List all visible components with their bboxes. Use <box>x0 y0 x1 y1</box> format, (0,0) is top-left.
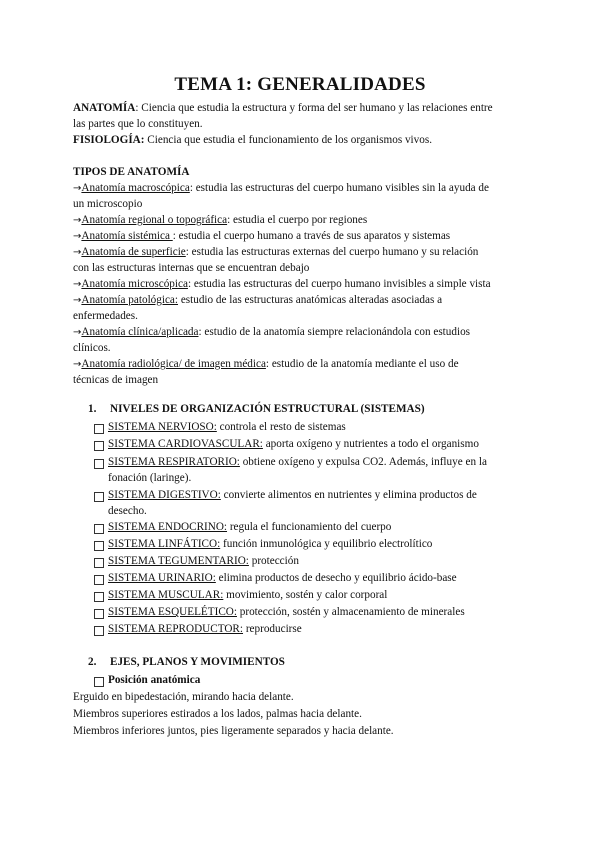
section-number: 1. <box>88 403 97 415</box>
checkbox-icon <box>94 609 104 619</box>
posicion-line: Erguido en bipedestación, mirando hacia delante. <box>73 691 294 703</box>
sistema-term: SISTEMA URINARIO: <box>108 572 216 584</box>
sistema-text: reproducirse <box>243 623 302 635</box>
sistema-text: controla el resto de sistemas <box>216 421 346 433</box>
posicion-line: Miembros superiores estirados a los lados, palmas hacia delante. <box>73 708 362 720</box>
anatomia-text: : Ciencia que estudia la estructura y forma del ser humano y las relaciones entre <box>135 102 493 114</box>
tipo-term: Anatomía patológica: <box>81 294 179 306</box>
tipo-term: Anatomía regional o topográfica <box>81 214 228 226</box>
tipo-item-cont: un microscopio <box>73 198 143 210</box>
tipo-text: : estudia el cuerpo por regiones <box>227 214 368 226</box>
tipo-text: : estudia las estructuras externas del cuerpo humano y su relación <box>185 246 479 258</box>
sistema-text: aporta oxígeno y nutrientes a todo el organismo <box>262 438 479 450</box>
tipo-term: Anatomía microscópica <box>81 278 188 290</box>
tipo-text: : estudio de la anatomía mediante el uso de <box>265 358 459 370</box>
sistema-text: movimiento, sostén y calor corporal <box>223 589 388 601</box>
tipo-item <box>73 180 489 197</box>
sistema-term: SISTEMA LINFÁTICO: <box>108 538 221 550</box>
checkbox-icon <box>94 459 104 469</box>
ejes-heading: EJES, PLANOS Y MOVIMIENTOS <box>110 656 285 668</box>
arrow-icon: → <box>73 247 82 258</box>
sistema-term: SISTEMA CARDIOVASCULAR: <box>108 438 263 450</box>
checkbox-icon <box>94 492 104 502</box>
posicion-line: Miembros inferiores juntos, pies ligeramente separados y hacia delante. <box>73 725 394 737</box>
sistema-text: obtiene oxígeno y expulsa CO2. Además, influye en la <box>239 456 487 468</box>
sistema-text: regula el funcionamiento del cuerpo <box>227 521 392 533</box>
sistema-text: elimina productos de desecho y equilibrio ácido-base <box>215 572 457 584</box>
arrow-icon: → <box>73 327 82 338</box>
tipo-text: : estudia el cuerpo humano a través de sus aparatos y sistemas <box>172 230 451 242</box>
checkbox-icon <box>94 541 104 551</box>
tipo-term: Anatomía sistémica <box>81 230 173 242</box>
sistema-item <box>108 570 457 586</box>
tipo-item <box>73 212 367 229</box>
sistema-term: SISTEMA DIGESTIVO: <box>108 489 221 501</box>
niveles-heading: NIVELES DE ORGANIZACIÓN ESTRUCTURAL (SISTEMAS) <box>110 403 425 415</box>
arrow-icon: → <box>73 295 82 306</box>
arrow-icon: → <box>73 183 82 194</box>
sistema-item-cont: desecho. <box>108 505 147 517</box>
tipo-term: Anatomía clínica/aplicada <box>81 326 199 338</box>
sistema-item <box>108 536 432 552</box>
tipo-text: : estudia las estructuras del cuerpo humano visibles sin la ayuda de <box>189 182 489 194</box>
sistema-item <box>108 621 302 637</box>
tipo-item-cont: enfermedades. <box>73 310 138 322</box>
tipo-item <box>73 356 459 373</box>
fisiologia-text: Ciencia que estudia el funcionamiento de los organismos vivos. <box>144 134 433 146</box>
checkbox-icon <box>94 575 104 585</box>
tipo-term: Anatomía macroscópica <box>81 182 190 194</box>
sistema-term: SISTEMA TEGUMENTARIO: <box>108 555 249 567</box>
tipo-item <box>73 244 478 261</box>
tipo-text: estudio de las estructuras anatómicas alteradas asociadas a <box>178 294 443 306</box>
sistema-term: SISTEMA ESQUELÉTICO: <box>108 606 237 618</box>
tipo-text: : estudia las estructuras del cuerpo humano invisibles a simple vista <box>187 278 491 290</box>
sistema-term: SISTEMA NERVIOSO: <box>108 421 217 433</box>
sistema-item <box>108 587 387 603</box>
sistema-item <box>108 487 477 503</box>
arrow-icon: → <box>73 359 82 370</box>
arrow-icon: → <box>73 215 82 226</box>
tipo-item <box>73 276 491 293</box>
sistema-text: función inmunológica y equilibrio electrolítico <box>220 538 433 550</box>
tipo-item <box>73 292 442 309</box>
page-title: TEMA 1: GENERALIDADES <box>174 74 426 95</box>
sistema-text: convierte alimentos en nutrientes y elimina productos de <box>220 489 477 501</box>
sistema-term: SISTEMA REPRODUCTOR: <box>108 623 244 635</box>
sistema-item <box>108 553 299 569</box>
checkbox-icon <box>94 441 104 451</box>
checkbox-icon <box>94 677 104 687</box>
anatomia-definition <box>73 100 493 116</box>
sistema-item <box>108 419 346 435</box>
sistema-item-cont: fonación (laringe). <box>108 472 192 484</box>
checkbox-icon <box>94 424 104 434</box>
anatomia-term: ANATOMÍA <box>73 102 136 114</box>
tipo-item-cont: con las estructuras internas que se encuentran debajo <box>73 262 310 274</box>
checkbox-icon <box>94 626 104 636</box>
tipo-item-cont: clínicos. <box>73 342 111 354</box>
tipo-item <box>73 228 450 245</box>
tipos-heading: TIPOS DE ANATOMÍA <box>73 166 190 178</box>
tipo-text: : estudio de la anatomía siempre relacionándola con estudios <box>198 326 471 338</box>
section-number: 2. <box>88 656 97 668</box>
checkbox-icon <box>94 592 104 602</box>
sistema-term: SISTEMA RESPIRATORIO: <box>108 456 240 468</box>
sistema-item <box>108 519 391 535</box>
sistema-item <box>108 604 465 620</box>
anatomia-definition-cont: las partes que lo constituyen. <box>73 118 203 130</box>
arrow-icon: → <box>73 279 82 290</box>
fisiologia-term: FISIOLOGÍA: <box>73 134 145 146</box>
fisiologia-definition <box>73 132 432 148</box>
checkbox-icon <box>94 524 104 534</box>
sistema-item <box>108 436 479 452</box>
sistema-text: protección <box>248 555 299 567</box>
tipo-term: Anatomía de superficie <box>81 246 186 258</box>
checkbox-icon <box>94 558 104 568</box>
tipo-term: Anatomía radiológica/ de imagen médica <box>81 358 266 370</box>
arrow-icon: → <box>73 231 82 242</box>
tipo-item <box>73 324 470 341</box>
sistema-term: SISTEMA MUSCULAR: <box>108 589 224 601</box>
sistema-item <box>108 454 487 470</box>
tipo-item-cont: técnicas de imagen <box>73 374 159 386</box>
posicion-subheading: Posición anatómica <box>108 674 201 686</box>
sistema-text: protección, sostén y almacenamiento de minerales <box>236 606 465 618</box>
sistema-term: SISTEMA ENDOCRINO: <box>108 521 228 533</box>
